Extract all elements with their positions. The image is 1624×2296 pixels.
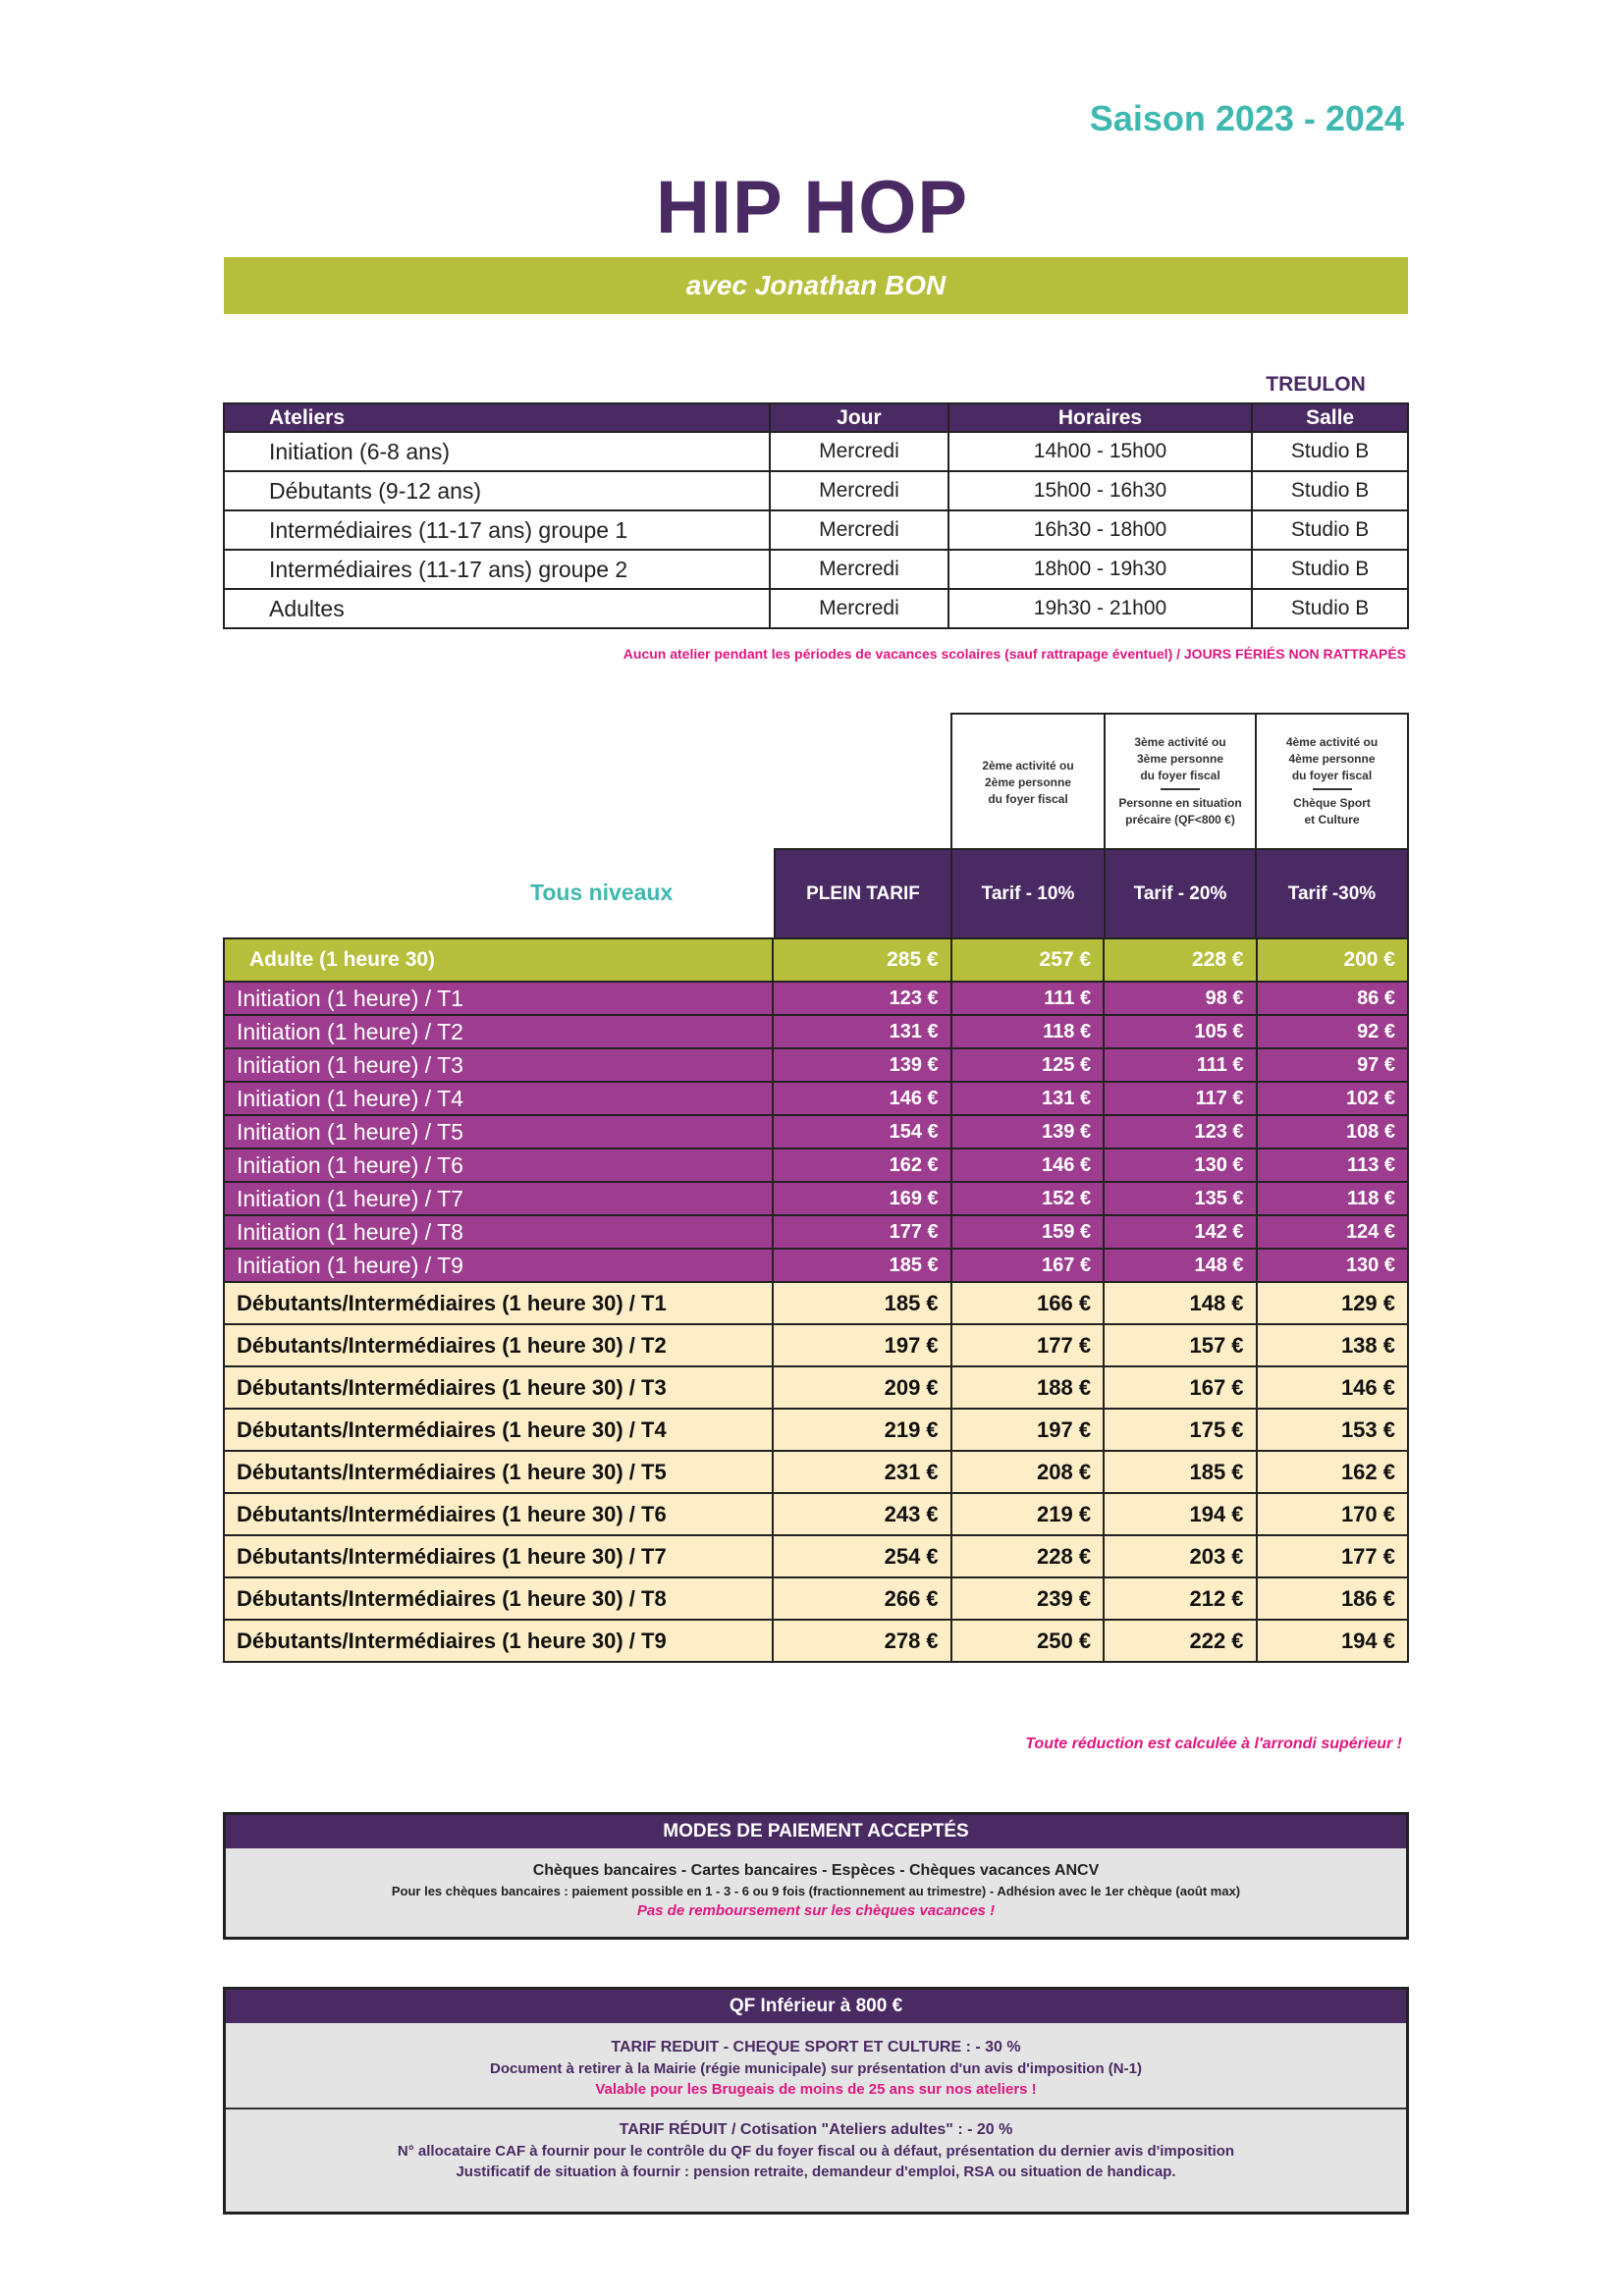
jour-cell: Mercredi — [770, 432, 948, 471]
horaires-cell: 14h00 - 15h00 — [948, 432, 1252, 471]
price-cell: 154 € — [773, 1115, 950, 1148]
price-cell: 123 € — [773, 982, 950, 1015]
row-label: Initiation (1 heure) / T2 — [224, 1015, 773, 1048]
price-cell: 228 € — [1104, 938, 1256, 982]
price-cell: 162 € — [1257, 1451, 1408, 1493]
price-cell: 146 € — [773, 1082, 950, 1115]
price-row — [224, 1015, 1408, 1048]
atelier-cell: Adultes — [224, 589, 770, 628]
page-title: HIP HOP — [655, 166, 969, 249]
price-row — [224, 1215, 1408, 1249]
desc-line: du foyer fiscal — [1291, 769, 1373, 782]
price-cell: 188 € — [951, 1366, 1104, 1409]
price-row — [224, 1048, 1408, 1082]
price-cell: 250 € — [951, 1620, 1104, 1662]
price-row — [224, 1249, 1408, 1282]
schedule-row — [224, 550, 1408, 589]
price-cell: 146 € — [951, 1148, 1104, 1182]
price-cell: 197 € — [951, 1409, 1104, 1451]
jour-cell: Mercredi — [770, 510, 948, 550]
price-cell: 92 € — [1257, 1015, 1408, 1048]
row-label: Initiation (1 heure) / T4 — [224, 1082, 773, 1115]
price-cell: 177 € — [951, 1324, 1104, 1366]
price-cell: 257 € — [951, 938, 1104, 982]
price-cell: 111 € — [1104, 1048, 1256, 1082]
price-cell: 159 € — [951, 1215, 1104, 1249]
jour-cell: Mercredi — [770, 471, 948, 510]
row-label: Initiation (1 heure) / T3 — [224, 1048, 773, 1082]
price-cell: 130 € — [1257, 1249, 1408, 1282]
price-row — [224, 1493, 1408, 1535]
desc-line: 4ème personne — [1288, 752, 1376, 766]
desc-line: 2ème activité ou — [982, 759, 1074, 773]
price-cell: 148 € — [1104, 1282, 1256, 1324]
price-cell: 186 € — [1257, 1577, 1408, 1620]
col-plein-tarif: PLEIN TARIF — [774, 848, 952, 939]
price-cell: 146 € — [1257, 1366, 1408, 1409]
price-cell: 108 € — [1257, 1115, 1408, 1148]
price-cell: 123 € — [1104, 1115, 1256, 1148]
price-cell: 117 € — [1104, 1082, 1256, 1115]
price-cell: 197 € — [773, 1324, 950, 1366]
rounding-note: Toute réduction est calculée à l'arrondi supérieur ! — [1025, 1735, 1402, 1752]
price-cell: 111 € — [951, 982, 1104, 1015]
salle-cell: Studio B — [1252, 471, 1408, 510]
horaires-cell: 15h00 - 16h30 — [948, 471, 1252, 510]
salle-cell: Studio B — [1252, 432, 1408, 471]
location-label: TREULON — [1266, 373, 1366, 396]
price-row — [224, 1082, 1408, 1115]
qf-box — [223, 1987, 1409, 2215]
price-row — [224, 1577, 1408, 1620]
price-cell: 222 € — [1104, 1620, 1256, 1662]
price-cell: 278 € — [773, 1620, 950, 1662]
row-label: Débutants/Intermédiaires (1 heure 30) / T2 — [224, 1324, 773, 1366]
price-cell: 138 € — [1257, 1324, 1408, 1366]
price-cell: 135 € — [1104, 1182, 1256, 1215]
price-cell: 129 € — [1257, 1282, 1408, 1324]
col-ateliers: Ateliers — [224, 403, 770, 432]
price-cell: 118 € — [951, 1015, 1104, 1048]
schedule-row — [224, 510, 1408, 550]
qf-tarif-reduit-20: TARIF RÉDUIT / Cotisation "Ateliers adultes" : - 20 % — [619, 2121, 1013, 2138]
price-cell: 231 € — [773, 1451, 950, 1493]
price-cell: 208 € — [951, 1451, 1104, 1493]
row-label: Débutants/Intermédiaires (1 heure 30) / T5 — [224, 1451, 773, 1493]
payment-methods: Chèques bancaires - Cartes bancaires - Espèces - Chèques vacances ANCV — [532, 1862, 1100, 1879]
price-row — [224, 982, 1408, 1015]
payment-no-refund: Pas de remboursement sur les chèques vacances ! — [636, 1902, 996, 1919]
price-cell: 219 € — [773, 1409, 950, 1451]
desc-line: du foyer fiscal — [1140, 769, 1220, 782]
row-label: Débutants/Intermédiaires (1 heure 30) / T7 — [224, 1535, 773, 1577]
price-cell: 228 € — [951, 1535, 1104, 1577]
row-label: Adulte (1 heure 30) — [224, 938, 773, 982]
row-label: Débutants/Intermédiaires (1 heure 30) / T3 — [224, 1366, 773, 1409]
desc-line: Personne en situation — [1118, 796, 1242, 810]
schedule-header-row — [224, 403, 1408, 432]
price-cell: 98 € — [1104, 982, 1256, 1015]
price-cell: 131 € — [773, 1015, 950, 1048]
desc-4th-activity — [1255, 713, 1409, 850]
price-cell: 285 € — [773, 938, 950, 982]
price-cell: 102 € — [1257, 1082, 1408, 1115]
price-cell: 118 € — [1257, 1182, 1408, 1215]
col-horaires: Horaires — [948, 403, 1252, 432]
holiday-note: Aucun atelier pendant les périodes de vacances scolaires (sauf rattrapage éventuel) / JOURS FÉRIÉS NON RATTRAPÉS — [623, 646, 1406, 662]
row-label: Initiation (1 heure) / T8 — [224, 1215, 773, 1249]
jour-cell: Mercredi — [770, 550, 948, 589]
price-cell: 130 € — [1104, 1148, 1256, 1182]
col-jour: Jour — [770, 403, 948, 432]
col-tarif-10: Tarif - 10% — [950, 848, 1106, 939]
price-row — [224, 1366, 1408, 1409]
desc-line: et Culture — [1304, 813, 1360, 827]
schedule-row — [224, 589, 1408, 628]
price-cell: 212 € — [1104, 1577, 1256, 1620]
salle-cell: Studio B — [1252, 550, 1408, 589]
price-row-adult — [224, 938, 1408, 982]
salle-cell: Studio B — [1252, 589, 1408, 628]
price-cell: 86 € — [1257, 982, 1408, 1015]
atelier-cell: Initiation (6-8 ans) — [224, 432, 770, 471]
price-cell: 148 € — [1104, 1249, 1256, 1282]
price-cell: 153 € — [1257, 1409, 1408, 1451]
desc-line: 3ème activité ou — [1134, 735, 1226, 749]
desc-line: 2ème personne — [984, 775, 1072, 789]
horaires-cell: 16h30 - 18h00 — [948, 510, 1252, 550]
price-cell: 169 € — [773, 1182, 950, 1215]
desc-line: Chèque Sport — [1293, 796, 1371, 810]
price-cell: 167 € — [951, 1249, 1104, 1282]
price-cell: 219 € — [951, 1493, 1104, 1535]
desc-divider — [1313, 788, 1352, 790]
price-cell: 185 € — [773, 1249, 950, 1282]
price-cell: 167 € — [1104, 1366, 1256, 1409]
desc-line: 3ème personne — [1136, 752, 1224, 766]
horaires-cell: 19h30 - 21h00 — [948, 589, 1252, 628]
price-row — [224, 1182, 1408, 1215]
row-label: Initiation (1 heure) / T7 — [224, 1182, 773, 1215]
price-cell: 194 € — [1104, 1493, 1256, 1535]
horaires-cell: 18h00 - 19h30 — [948, 550, 1252, 589]
price-cell: 243 € — [773, 1493, 950, 1535]
price-cell: 266 € — [773, 1577, 950, 1620]
row-label: Initiation (1 heure) / T6 — [224, 1148, 773, 1182]
price-cell: 125 € — [951, 1048, 1104, 1082]
qf-divider — [226, 2108, 1406, 2109]
price-cell: 97 € — [1257, 1048, 1408, 1082]
qf-valid-note: Valable pour les Brugeais de moins de 25 ans sur nos ateliers ! — [595, 2081, 1037, 2098]
price-cell: 157 € — [1104, 1324, 1256, 1366]
row-label: Débutants/Intermédiaires (1 heure 30) / T9 — [224, 1620, 773, 1662]
price-cell: 177 € — [1257, 1535, 1408, 1577]
desc-line: précaire (QF<800 €) — [1125, 813, 1235, 827]
level-label: Tous niveaux — [530, 880, 674, 905]
price-cell: 131 € — [951, 1082, 1104, 1115]
price-cell: 113 € — [1257, 1148, 1408, 1182]
schedule-table — [223, 402, 1409, 629]
qf-document-info: Document à retirer à la Mairie (régie municipale) sur présentation d'un avis d'imposition (N-1) — [490, 2060, 1142, 2077]
price-cell: 124 € — [1257, 1215, 1408, 1249]
row-label: Initiation (1 heure) / T9 — [224, 1249, 773, 1282]
atelier-cell: Intermédiaires (11-17 ans) groupe 1 — [224, 510, 770, 550]
qf-title: QF Inférieur à 800 € — [226, 1990, 1406, 2023]
price-row — [224, 1282, 1408, 1324]
price-cell: 105 € — [1104, 1015, 1256, 1048]
price-cell: 142 € — [1104, 1215, 1256, 1249]
price-cell: 203 € — [1104, 1535, 1256, 1577]
price-row — [224, 1148, 1408, 1182]
desc-line: du foyer fiscal — [988, 792, 1068, 806]
price-row — [224, 1324, 1408, 1366]
qf-justificatif-info: Justificatif de situation à fournir : pension retraite, demandeur d'emploi, RSA ou situation de handicap. — [456, 2163, 1176, 2180]
schedule-row — [224, 471, 1408, 510]
price-cell: 139 € — [951, 1115, 1104, 1148]
atelier-cell: Intermédiaires (11-17 ans) groupe 2 — [224, 550, 770, 589]
price-cell: 185 € — [1104, 1451, 1256, 1493]
desc-3rd-activity — [1104, 713, 1257, 850]
salle-cell: Studio B — [1252, 510, 1408, 550]
price-row — [224, 1535, 1408, 1577]
atelier-cell: Débutants (9-12 ans) — [224, 471, 770, 510]
desc-line: 4ème activité ou — [1285, 735, 1379, 749]
row-label: Initiation (1 heure) / T1 — [224, 982, 773, 1015]
row-label: Débutants/Intermédiaires (1 heure 30) / T6 — [224, 1493, 773, 1535]
schedule-row — [224, 432, 1408, 471]
price-cell: 200 € — [1257, 938, 1408, 982]
desc-2nd-activity — [950, 713, 1106, 850]
qf-caf-info: N° allocataire CAF à fournir pour le contrôle du QF du foyer fiscal ou à défaut, présentation du dernier avis d'imposition — [397, 2143, 1235, 2160]
price-cell: 175 € — [1104, 1409, 1256, 1451]
price-row — [224, 1115, 1408, 1148]
price-cell: 194 € — [1257, 1620, 1408, 1662]
price-cell: 166 € — [951, 1282, 1104, 1324]
price-row — [224, 1409, 1408, 1451]
jour-cell: Mercredi — [770, 589, 948, 628]
price-cell: 239 € — [951, 1577, 1104, 1620]
price-row — [224, 1451, 1408, 1493]
payment-installments: Pour les chèques bancaires : paiement possible en 1 - 3 - 6 ou 9 fois (fractionnement au trimestre) - Adhésion avec le 1er chèque (août max) — [391, 1884, 1241, 1898]
qf-tarif-reduit-30: TARIF REDUIT - CHEQUE SPORT ET CULTURE : - 30 % — [611, 2039, 1021, 2056]
price-row — [224, 1620, 1408, 1662]
col-tarif-30: Tarif -30% — [1255, 848, 1409, 939]
row-label: Débutants/Intermédiaires (1 heure 30) / T4 — [224, 1409, 773, 1451]
row-label: Débutants/Intermédiaires (1 heure 30) / T8 — [224, 1577, 773, 1620]
price-cell: 170 € — [1257, 1493, 1408, 1535]
season-label: Saison 2023 - 2024 — [1089, 98, 1404, 138]
payment-title: MODES DE PAIEMENT ACCEPTÉS — [226, 1815, 1406, 1848]
price-cell: 152 € — [951, 1182, 1104, 1215]
price-cell: 177 € — [773, 1215, 950, 1249]
price-cell: 254 € — [773, 1535, 950, 1577]
instructor-banner: avec Jonathan BON — [224, 257, 1408, 314]
desc-divider — [1161, 788, 1200, 790]
price-cell: 185 € — [773, 1282, 950, 1324]
price-cell: 162 € — [773, 1148, 950, 1182]
row-label: Initiation (1 heure) / T5 — [224, 1115, 773, 1148]
col-tarif-20: Tarif - 20% — [1104, 848, 1257, 939]
price-table — [223, 937, 1409, 1663]
price-cell: 209 € — [773, 1366, 950, 1409]
payment-box — [223, 1812, 1409, 1940]
price-cell: 139 € — [773, 1048, 950, 1082]
row-label: Débutants/Intermédiaires (1 heure 30) / T1 — [224, 1282, 773, 1324]
col-salle: Salle — [1252, 403, 1408, 432]
